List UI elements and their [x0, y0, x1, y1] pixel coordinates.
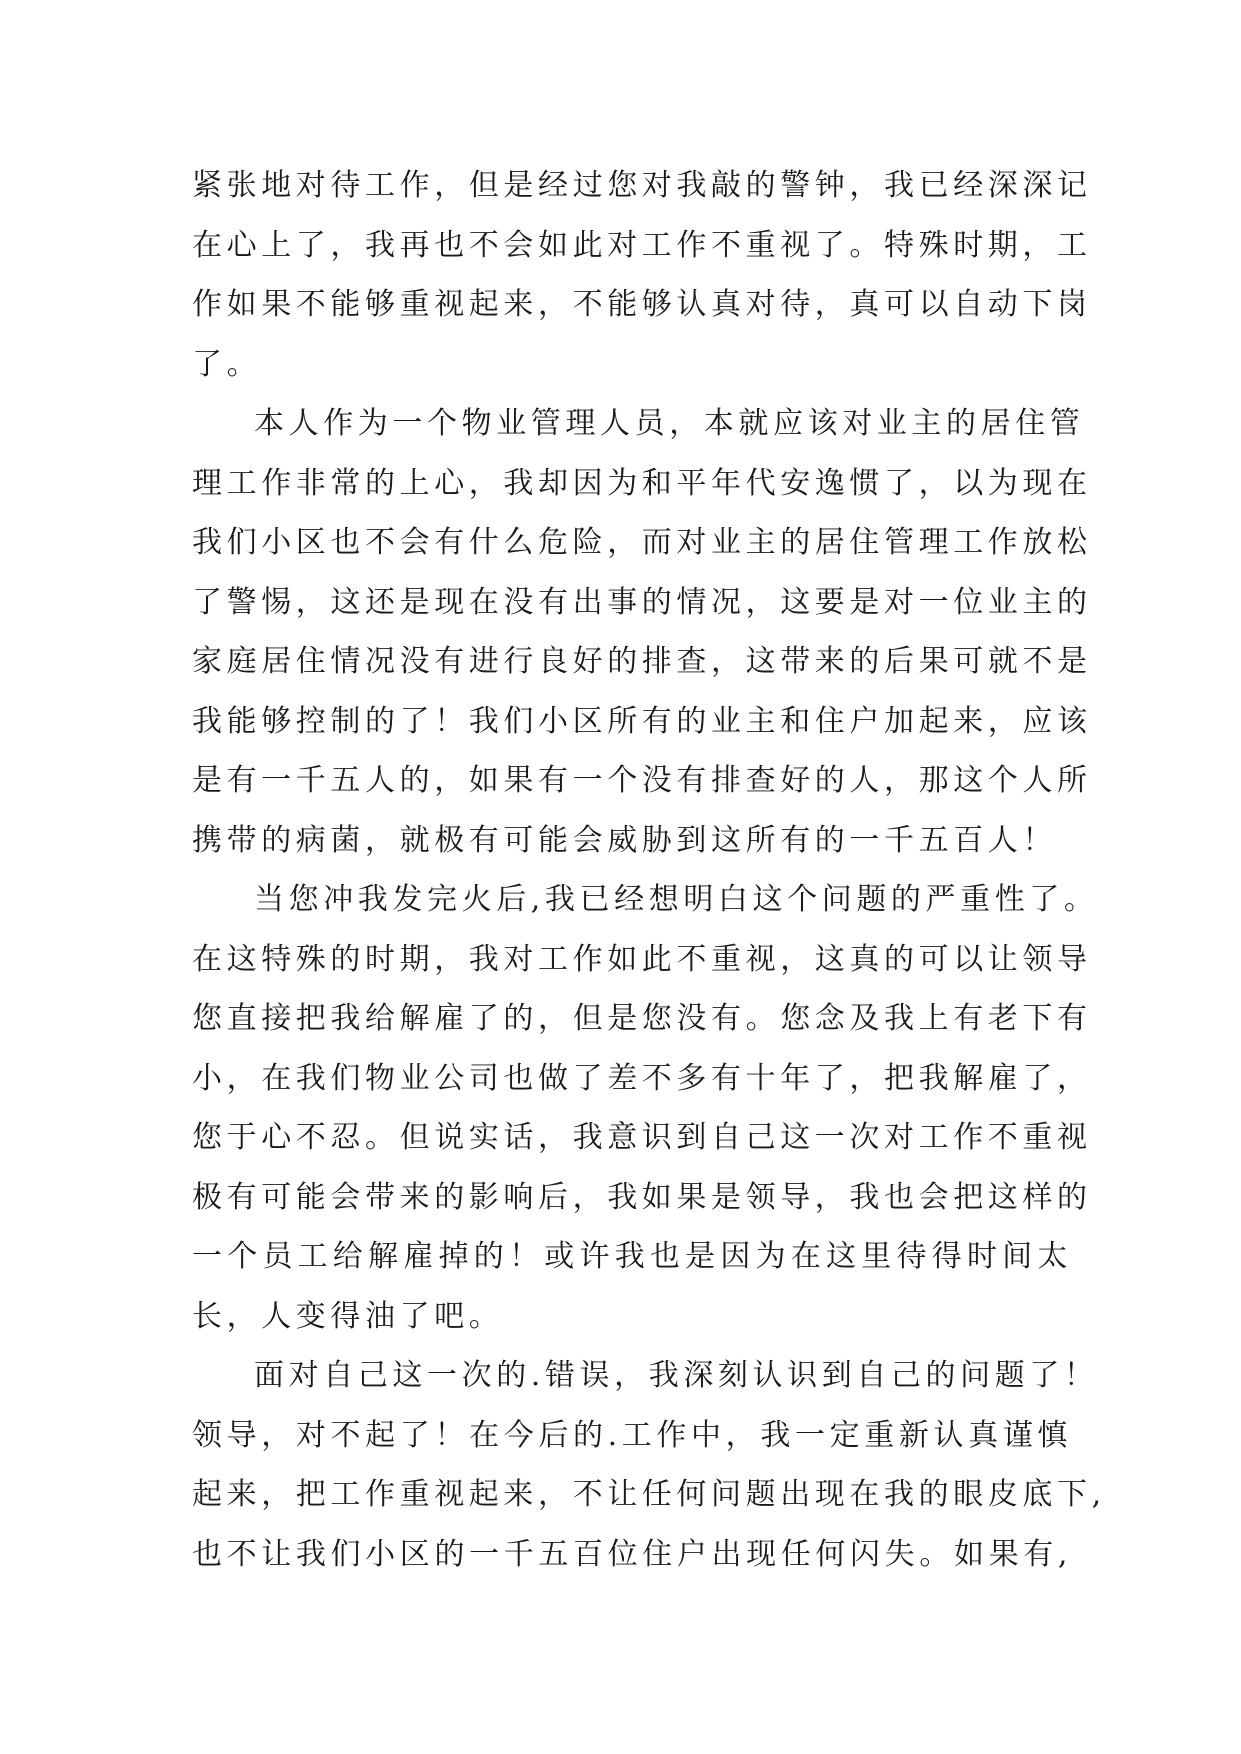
text-line: 小，在我们物业公司也做了差不多有十年了，把我解雇了，	[192, 1060, 1092, 1096]
text-line: 是有一千五人的，如果有一个没有排查好的人，那这个人所	[192, 763, 1092, 798]
text-line: 我们小区也不会有什么危险，而对业主的居住管理工作放松	[192, 525, 1092, 560]
text-line: 本人作为一个物业管理人员，本就应该对业主的居住管	[254, 406, 1085, 441]
text-line: 家庭居住情况没有进行良好的排查，这带来的后果可就不是	[192, 644, 1092, 679]
paragraph-4	[192, 1346, 1106, 1584]
text-line: 起来，把工作重视起来，不让任何问题出现在我的眼皮底下,	[192, 1477, 1106, 1512]
paragraph-3	[192, 870, 1099, 1346]
text-line: 我能够控制的了！我们小区所有的业主和住户加起来，应该	[192, 703, 1092, 739]
text-line: 领导，对不起了！在今后的.工作中，我一定重新认真谨慎	[192, 1417, 1072, 1453]
text-line: 一个员工给解雇掉的！或许我也是因为在这里待得时间太	[192, 1239, 1072, 1274]
text-line: 在这特殊的时期，我对工作如此不重视，这真的可以让领导	[192, 941, 1092, 977]
text-line: 极有可能会带来的影响后，我如果是领导，我也会把这样的	[192, 1179, 1092, 1215]
paragraph-1	[192, 156, 1092, 394]
document-body	[192, 156, 1106, 1584]
text-line: 在心上了，我再也不会如此对工作不重视了。特殊时期，工	[192, 227, 1092, 263]
text-line: 作如果不能够重视起来，不能够认真对待，真可以自动下岗	[192, 287, 1092, 322]
text-line: 了。	[192, 346, 262, 382]
paragraph-2	[192, 394, 1092, 870]
text-line: 当您冲我发完火后,我已经想明白这个问题的严重性了。	[254, 882, 1099, 917]
text-line: 您于心不忍。但说实话，我意识到自己这一次对工作不重视	[192, 1120, 1092, 1155]
text-line: 理工作非常的上心，我却因为和平年代安逸惯了，以为现在	[192, 465, 1092, 501]
text-line: 长，人变得油了吧。	[192, 1298, 504, 1334]
text-line: 也不让我们小区的一千五百位住户出现任何闪失。如果有,	[192, 1536, 1072, 1572]
text-line: 您直接把我给解雇了的，但是您没有。您念及我上有老下有	[192, 1001, 1092, 1036]
text-line: 了警惕，这还是现在没有出事的情况，这要是对一位业主的	[192, 584, 1092, 620]
text-line: 面对自己这一次的.错误，我深刻认识到自己的问题了！	[254, 1358, 1099, 1393]
text-line: 携带的病菌，就极有可能会威胁到这所有的一千五百人！	[192, 822, 1057, 858]
text-line: 紧张地对待工作，但是经过您对我敲的警钟，我已经深深记	[192, 168, 1092, 203]
